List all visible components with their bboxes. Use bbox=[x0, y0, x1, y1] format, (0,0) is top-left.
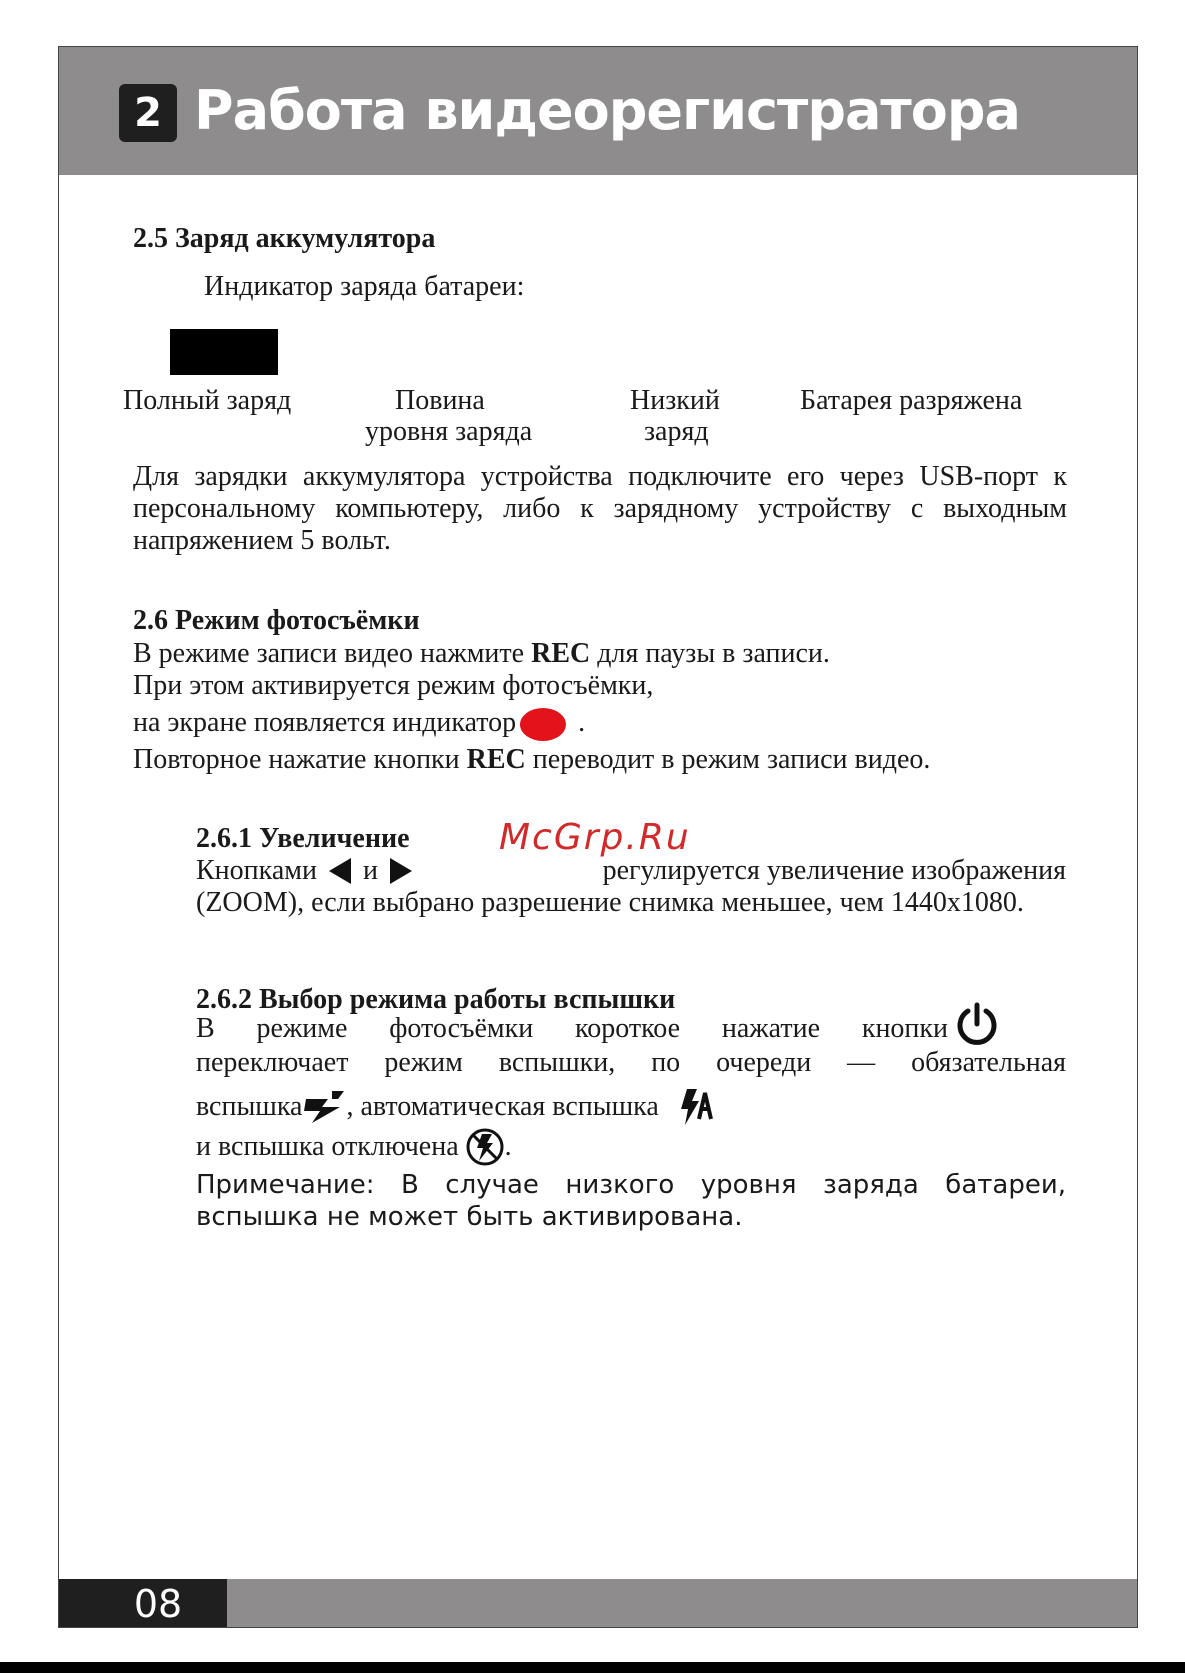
flash-auto-icon bbox=[677, 1087, 717, 1127]
page-number: 08 bbox=[59, 1579, 227, 1628]
flash-off-icon bbox=[465, 1127, 505, 1167]
flash-line3 bbox=[196, 1087, 717, 1127]
battery-level-empty: Батарея разряжена bbox=[800, 385, 1023, 416]
photo-mode-line2: При этом активируется режим фотосъёмки, bbox=[133, 670, 654, 701]
battery-indicator-label: Индикатор заряда батареи: bbox=[204, 271, 525, 302]
bottom-edge-rule bbox=[0, 1662, 1185, 1673]
watermark: McGrp.Ru bbox=[499, 817, 691, 858]
flash-line1: В режиме фотосъёмки короткое нажатие кнопки bbox=[196, 1013, 948, 1044]
flash-off-label: и вспышка отключена bbox=[196, 1131, 459, 1162]
flash-note: Примечание: В случае низкого уровня заряда батареи, вспышка не может быть активирована. bbox=[196, 1170, 1066, 1232]
power-icon bbox=[954, 1002, 1000, 1048]
zoom-text-and: и bbox=[362, 855, 378, 886]
zoom-line1 bbox=[196, 855, 1066, 887]
flash-line4 bbox=[196, 1127, 512, 1167]
battery-level-half-line1: Повина bbox=[395, 385, 485, 416]
photo-mode-indicator-icon bbox=[520, 708, 566, 741]
zoom-paragraph: (ZOOM), если выбрано разрешение снимка меньшее, чем 1440x1080. bbox=[196, 887, 1024, 918]
section-2-6-2-heading: 2.6.2 Выбор режима работы вспышки bbox=[196, 984, 676, 1015]
chapter-number-badge: 2 bbox=[119, 84, 177, 142]
section-2-5-heading: 2.5 Заряд аккумулятора bbox=[133, 223, 436, 254]
battery-level-low-line1: Низкий bbox=[630, 385, 720, 416]
chapter-header bbox=[59, 47, 1137, 175]
left-arrow-icon bbox=[329, 858, 351, 884]
photo-mode-line1: В режиме записи видео нажмите REC для паузы в записи. bbox=[133, 638, 830, 669]
photo-mode-line3: на экране появляется индикатор . bbox=[133, 705, 585, 741]
zoom-text-rest: регулируется увеличение изображения bbox=[602, 855, 1066, 886]
charging-paragraph: Для зарядки аккумулятора устройства подключите его через USB-порт к персональному компьютеру, либо к зарядному устройству с выходным напряжением 5 вольт. bbox=[133, 461, 1067, 556]
flash-line4-period: . bbox=[504, 1131, 512, 1162]
battery-level-full: Полный заряд bbox=[123, 385, 292, 416]
flash-forced-label: вспышка bbox=[196, 1091, 303, 1122]
section-2-6-1-heading: 2.6.1 Увеличение bbox=[196, 823, 410, 854]
zoom-text-buttons: Кнопками bbox=[196, 855, 317, 886]
battery-level-low-line2: заряд bbox=[644, 416, 709, 447]
flash-auto-label: , автоматическая вспышка bbox=[346, 1091, 659, 1122]
battery-level-half-line2: уровня заряда bbox=[365, 416, 533, 447]
section-2-6-heading: 2.6 Режим фотосъёмки bbox=[133, 605, 420, 636]
flash-line2: переключает режим вспышки, по очереди — обязательная bbox=[196, 1047, 1066, 1078]
flash-forced-icon bbox=[302, 1087, 346, 1127]
chapter-title: Работа видеорегистратора bbox=[194, 79, 1020, 142]
battery-full-indicator bbox=[170, 329, 278, 375]
photo-mode-line4: Повторное нажатие кнопки REC переводит в режим записи видео. bbox=[133, 744, 931, 775]
manual-page bbox=[58, 46, 1138, 1628]
right-arrow-icon bbox=[390, 858, 412, 884]
